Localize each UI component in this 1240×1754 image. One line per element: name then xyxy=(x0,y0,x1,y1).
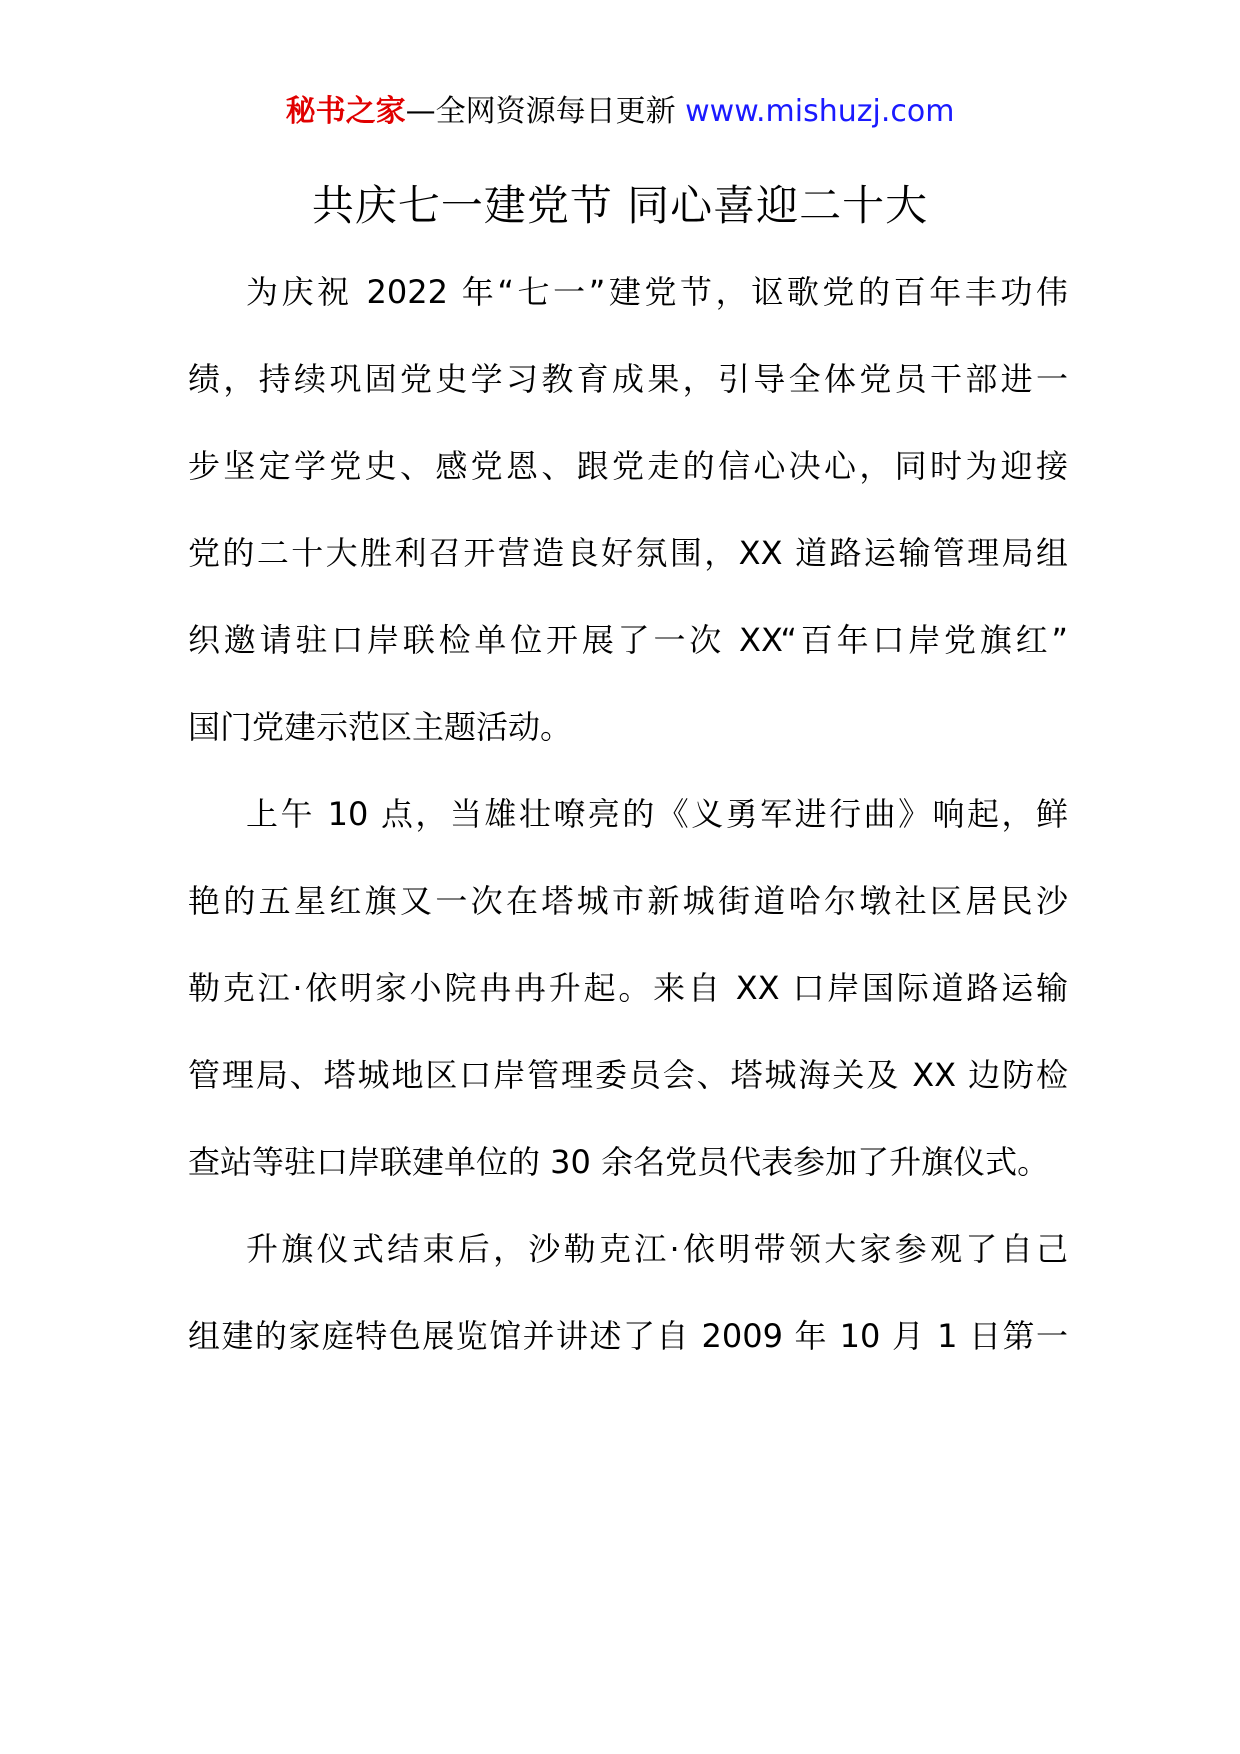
paragraph-2-line-3: 勒克江·依明家小院冉冉升起。来自 XX 口岸国际道路运输 xyxy=(188,969,1068,1007)
site-url-link[interactable]: www.mishuzj.com xyxy=(685,94,955,129)
site-slogan: —全网资源每日更新 xyxy=(405,94,686,129)
brand-name: 秘书之家 xyxy=(285,94,406,129)
paragraph-3-line-2: 组建的家庭特色展览馆并讲述了自 2009 年 10 月 1 日第一 xyxy=(188,1317,1068,1355)
paragraph-1-line-3: 步坚定学党史、感党恩、跟党走的信心决心，同时为迎接 xyxy=(188,447,1068,485)
paragraph-2-line-5: 查站等驻口岸联建单位的 30 余名党员代表参加了升旗仪式。 xyxy=(188,1143,1050,1181)
paragraph-1-line-2: 绩，持续巩固党史学习教育成果，引导全体党员干部进一 xyxy=(188,360,1068,398)
paragraph-1-line-1: 为庆祝 2022 年“七一”建党节，讴歌党的百年丰功伟 xyxy=(246,273,1068,311)
paragraph-3-line-1: 升旗仪式结束后，沙勒克江·依明带领大家参观了自己 xyxy=(246,1230,1068,1268)
paragraph-2-line-2: 艳的五星红旗又一次在塔城市新城街道哈尔墩社区居民沙 xyxy=(188,882,1068,920)
site-header xyxy=(0,92,1240,132)
document-title: 共庆七一建党节 同心喜迎二十大 xyxy=(311,181,929,230)
paragraph-1-line-4: 党的二十大胜利召开营造良好氛围，XX 道路运输管理局组 xyxy=(188,534,1068,572)
paragraph-1-line-5: 织邀请驻口岸联检单位开展了一次 XX“百年口岸党旗红” xyxy=(188,621,1068,659)
paragraph-1-line-6: 国门党建示范区主题活动。 xyxy=(188,708,573,746)
paragraph-2-line-1: 上午 10 点，当雄壮嘹亮的《义勇军进行曲》响起，鲜 xyxy=(246,795,1068,833)
paragraph-2-line-4: 管理局、塔城地区口岸管理委员会、塔城海关及 XX 边防检 xyxy=(188,1056,1068,1094)
